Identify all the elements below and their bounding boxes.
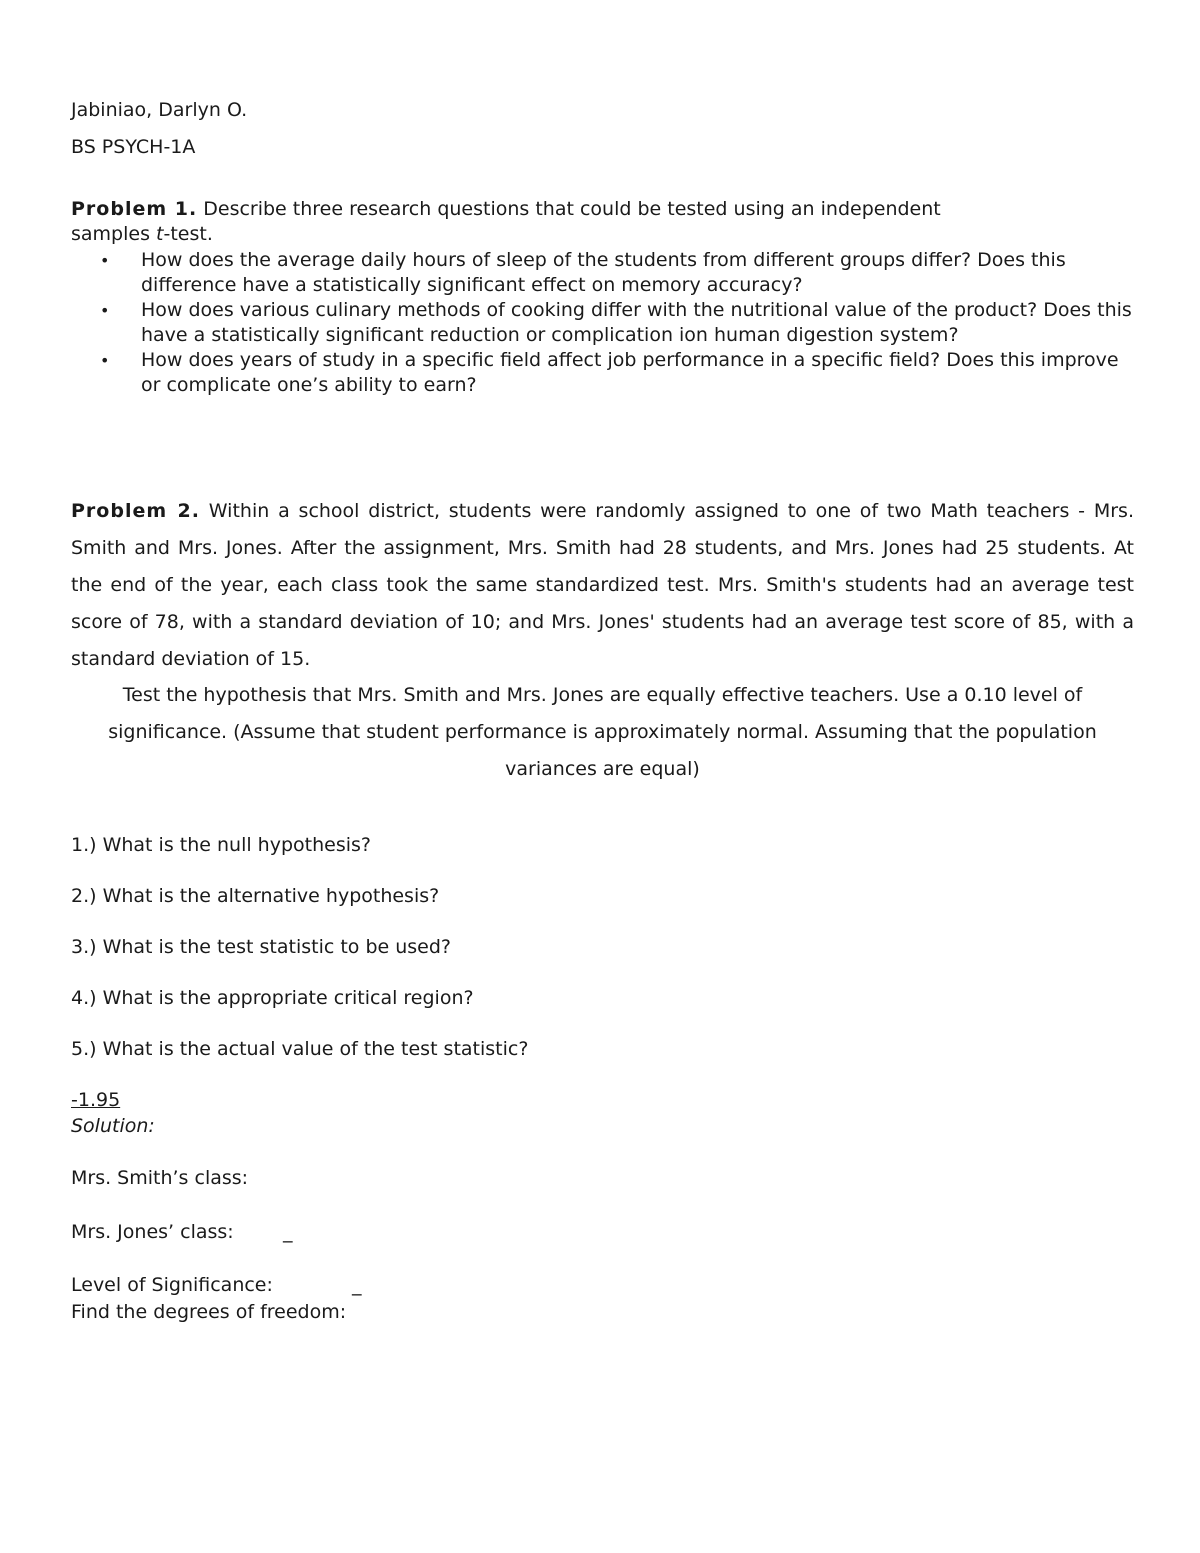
author-name: Jabiniao, Darlyn O. — [71, 99, 248, 121]
significance-level-blank: _ — [352, 1274, 362, 1296]
question-1: 1.) What is the null hypothesis? — [71, 834, 371, 856]
research-questions-list — [100, 248, 1140, 398]
significance-level-label: Level of Significance: — [71, 1274, 273, 1296]
research-question-text: How does various culinary methods of cooking differ with the nutritional value of the product? Does this have a statistically significant reduction or complication ion human digestion system? — [141, 299, 1132, 346]
problem1-heading — [71, 198, 941, 220]
jones-class-label: Mrs. Jones’ class: — [71, 1221, 234, 1243]
question-3: 3.) What is the test statistic to be used? — [71, 936, 452, 958]
problem1-label: Problem 1. — [71, 198, 198, 220]
list-item — [100, 348, 1140, 398]
problem1-prompt-samples: samples — [71, 223, 157, 245]
list-item — [100, 248, 1140, 298]
question-5: 5.) What is the actual value of the test statistic? — [71, 1038, 529, 1060]
problem1-prompt-line1: Describe three research questions that could be tested using an independent — [197, 198, 941, 220]
problem2-text: Within a school district, students were randomly assigned to one of two Math teachers - Mrs. Smith and Mrs. Jones. After the assignment, Mrs. Smith had 28 students, and Mrs. Jones had 25 students. At the end of the year, each class took the same standardized test. Mrs. Smith's students had an average test score of 78, with a standard deviation of 10; and Mrs. Jones' students had an average test score of 85, with a standard deviation of 15. — [71, 500, 1134, 670]
question-4: 4.) What is the appropriate critical region? — [71, 987, 474, 1009]
list-item — [100, 298, 1140, 348]
problem1-prompt-test: -test. — [163, 223, 213, 245]
problem1-prompt-line2 — [71, 223, 213, 245]
problem2-label: Problem 2. — [71, 500, 200, 522]
research-question-text: How does the average daily hours of sleep of the students from different groups differ? Does this difference have a statistically significant effect on memory accuracy? — [141, 249, 1066, 296]
bullet-icon: • — [100, 251, 110, 270]
smith-class-label: Mrs. Smith’s class: — [71, 1167, 249, 1189]
bullet-icon: • — [100, 351, 110, 370]
bullet-icon: • — [100, 301, 110, 320]
question-2: 2.) What is the alternative hypothesis? — [71, 885, 440, 907]
author-course: BS PSYCH-1A — [71, 136, 196, 158]
answer-value: -1.95 — [71, 1089, 121, 1111]
problem1-prompt-t: t — [156, 223, 164, 245]
degrees-of-freedom-label: Find the degrees of freedom: — [71, 1301, 347, 1323]
research-question-text: How does years of study in a specific field affect job performance in a specific field? Does this improve or complicate one’s ability to earn? — [141, 349, 1119, 396]
jones-class-blank: _ — [283, 1221, 293, 1243]
problem2-test-instruction: Test the hypothesis that Mrs. Smith and Mrs. Jones are equally effective teachers. Use a 0.10 level of significance. (Assume that student performance is approximately normal. Assuming that the population variances are equal) — [108, 684, 1097, 780]
solution-label: Solution: — [71, 1115, 155, 1137]
problem2-statement — [71, 493, 1134, 678]
